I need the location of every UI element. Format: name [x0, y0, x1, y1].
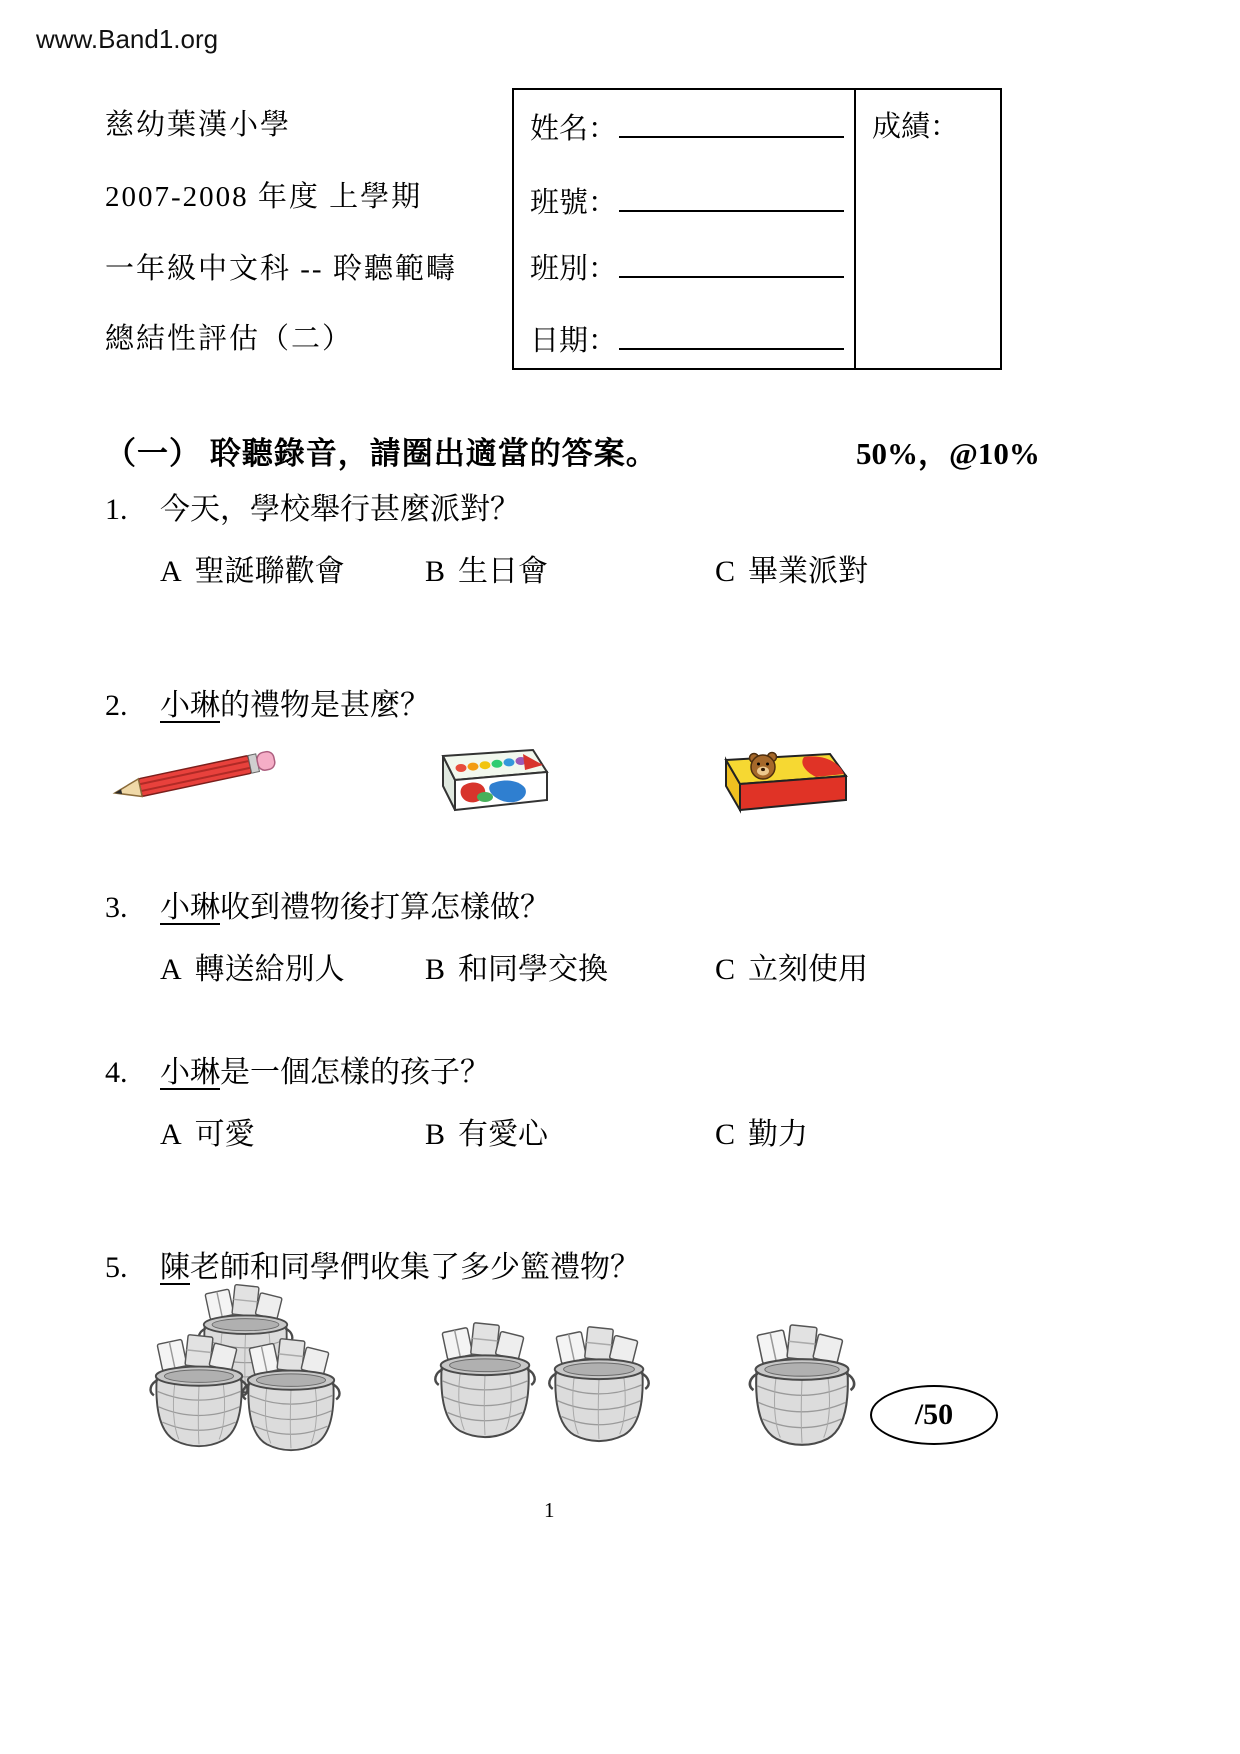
question-5-underlined: 陳	[160, 1251, 190, 1284]
question-2	[105, 680, 430, 724]
date-blank[interactable]	[619, 316, 844, 350]
q4-option-b[interactable]: B 有愛心	[425, 1118, 549, 1151]
score-column	[854, 90, 1004, 368]
pencil-case-image[interactable]	[712, 746, 857, 821]
name-field-row	[530, 104, 844, 147]
q4-option-c[interactable]: C 勤力	[715, 1118, 809, 1151]
question-1	[105, 484, 520, 528]
q3-option-a[interactable]: A 轉送給別人	[160, 953, 345, 986]
question-1-number: 1.	[105, 493, 128, 526]
question-3-text: 收到禮物後打算怎樣做？	[220, 891, 550, 924]
question-3-options	[0, 944, 1240, 984]
name-label: 姓名：	[530, 113, 618, 145]
section-title: （一） 聆聽錄音，請圈出適當的答案。	[105, 436, 658, 471]
student-info-box	[512, 88, 1002, 370]
q1-option-a[interactable]: A 聖誕聯歡會	[160, 555, 345, 588]
q1-option-b[interactable]: B 生日會	[425, 555, 549, 588]
q3-option-b[interactable]: B 和同學交換	[425, 953, 609, 986]
school-name: 慈幼葉漢小學	[105, 109, 292, 141]
question-2-text: 的禮物是甚麼？	[220, 689, 430, 722]
site-watermark: www.Band1.org	[36, 24, 219, 54]
page-number: 1	[544, 1498, 555, 1522]
class-label: 班別：	[530, 253, 618, 285]
red-pencil-image[interactable]	[105, 728, 285, 823]
section-marks: 50%，@10%	[856, 436, 1040, 471]
name-blank[interactable]	[619, 104, 844, 138]
one-basket-image[interactable]	[738, 1318, 868, 1453]
question-1-text: 今天，學校舉行甚麼派對？	[160, 493, 520, 526]
date-field-row	[530, 316, 844, 359]
two-baskets-image[interactable]	[428, 1314, 656, 1454]
class-number-field-row	[530, 178, 844, 221]
class-number-label: 班號：	[530, 187, 618, 219]
question-2-underlined: 小琳	[160, 689, 220, 722]
question-3-number: 3.	[105, 891, 128, 924]
paint-box-image[interactable]	[425, 740, 550, 825]
question-4-text: 是一個怎樣的孩子？	[220, 1056, 490, 1089]
date-label: 日期：	[530, 325, 618, 357]
student-info-fields	[514, 90, 854, 368]
question-5	[105, 1242, 640, 1286]
class-field-row	[530, 244, 844, 287]
question-3-underlined: 小琳	[160, 891, 220, 924]
question-4-number: 4.	[105, 1056, 128, 1089]
school-year: 2007-2008 年度 上學期	[105, 181, 423, 213]
question-2-number: 2.	[105, 689, 128, 722]
question-5-text: 老師和同學們收集了多少籃禮物？	[190, 1251, 640, 1284]
score-label: 成績：	[872, 111, 960, 143]
score-total-text: /50	[914, 1398, 954, 1431]
class-number-blank[interactable]	[619, 178, 844, 212]
q3-option-c[interactable]: C 立刻使用	[715, 953, 869, 986]
question-4-options	[0, 1109, 1240, 1149]
q1-option-c[interactable]: C 畢業派對	[715, 555, 869, 588]
question-1-options	[0, 546, 1240, 586]
exam-title: 總結性評估（二）	[105, 323, 354, 355]
class-blank[interactable]	[619, 244, 844, 278]
q4-option-a[interactable]: A 可愛	[160, 1118, 255, 1151]
question-5-number: 5.	[105, 1251, 128, 1284]
score-total-oval	[870, 1385, 998, 1445]
subject-line: 一年級中文科 -- 聆聽範疇	[105, 253, 457, 285]
three-baskets-image[interactable]	[145, 1282, 350, 1454]
question-4	[105, 1047, 490, 1091]
question-3	[105, 882, 550, 926]
question-4-underlined: 小琳	[160, 1056, 220, 1089]
